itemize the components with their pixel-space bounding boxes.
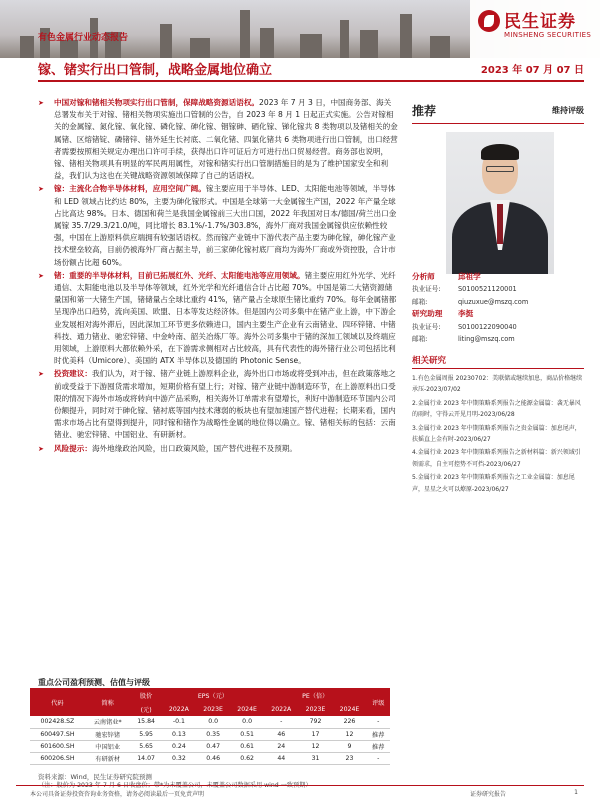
table-title: 重点公司盈利预测、估值与评级 xyxy=(38,678,150,687)
analyst-role: 分析师 xyxy=(412,272,435,281)
company-logo xyxy=(470,0,600,58)
analyst-field: 邮箱: xyxy=(412,334,428,343)
cell: 0.32 xyxy=(162,752,196,764)
paragraph-text: 我们认为，对于镓、锗产业链上游原料企业，海外出口市场或将受到冲击，但在政策落地之前或受益于下游囤货需求增加，短期价格有望上行；对镓、锗产业链中游制造环节，在上游原料出口受限的情况下海外市场或将转向中游产品采购，相关海外订单需求有望增长，利好中游制造环节国内公司份额提升，同时对于砷化镓、锗衬底等国内技术薄弱的板块也有望加速国产替代进程；长期来看，国内需求市场占比有望得到提升，同时镓和锗作为战略性金属的地位得以确立。镓、锗相关标的包括：云南锗业、驰宏锌锗、中国铝业、有研新材。 xyxy=(54,369,396,440)
th-price: 股价 xyxy=(131,688,162,702)
table-row xyxy=(30,716,390,728)
cell: 驰宏锌锗 xyxy=(85,728,131,740)
cell: 5.95 xyxy=(131,728,162,740)
cell: 17 xyxy=(299,728,333,740)
footer-divider xyxy=(16,785,584,786)
cell: 15.84 xyxy=(131,716,162,728)
th-pe-2023: 2023E xyxy=(299,702,333,716)
table-row xyxy=(30,740,390,752)
footer-disclaimer: 本公司具备证券投资咨询业务资格，请务必阅读最后一页免责声明 xyxy=(30,791,205,798)
rating-bar xyxy=(412,97,584,124)
cell: 24 xyxy=(264,740,298,752)
analyst-value: S0100521120001 xyxy=(458,285,517,294)
analyst-row xyxy=(412,271,584,283)
th-pe: PE（倍） xyxy=(264,688,366,702)
analyst-row xyxy=(412,296,584,308)
th-eps-2023: 2023E xyxy=(196,702,230,716)
report-date: 2023 年 07 月 07 日 xyxy=(480,65,584,76)
main-body xyxy=(38,97,398,456)
paragraph-text: 锗主要应用红外光学、光纤通信、太阳能电池以及半导体等领域，红外光学和光纤通信合计占比超 70%。中国是第二大锗资源储量国和第一大锗生产国，锗储量占全球比重约 41%，锗产量占全球原生锗比重约 70%。每年金属锗都呈现净出口趋势，流向美国、欧盟、日本等发达经济体。但是国内公司多集中在锗产业上游，中下游企业发展相对海外滞后，因此深加工环节更多依赖进口，国内主要生产企业有云南锗业、四环锌锗、中锗科技、通力锗业、驰宏锌锗、中金岭南、韶关冶炼厂等。海外公司多集中于锗的深加工领域以及终端应用领域，上游原料大都依赖外采，在下游需求侧相对占比较高，具有代表性的海外锗行业公司包括比利时优美科（Umicore）、美国的 ATX 半导体以及德国的 Photonic Sense。 xyxy=(54,270,397,366)
bullet-arrow-icon: ➤ xyxy=(38,370,44,379)
paragraph-heading: 投资建议： xyxy=(54,369,92,379)
analyst-row xyxy=(412,283,584,295)
cell: 推荐 xyxy=(366,740,390,752)
analyst-name: 李挺 xyxy=(458,309,474,319)
table-row xyxy=(30,728,390,740)
title-divider xyxy=(38,80,584,82)
logo-cn-text: 民生证券 xyxy=(504,12,576,32)
analyst-row xyxy=(412,321,584,333)
cell: 601600.SH xyxy=(30,740,85,752)
bullet-arrow-icon: ➤ xyxy=(38,444,44,453)
related-item[interactable]: 2.金属行业 2023 年中期策略系列报告之能源金属篇：袭无暴风的雨时，守得云开见月明-2023/06/28 xyxy=(412,399,581,419)
logo-icon xyxy=(478,10,500,32)
cell: 0.24 xyxy=(162,740,196,752)
bullet-arrow-icon: ➤ xyxy=(38,185,44,194)
analyst-photo xyxy=(446,132,554,274)
cell: 31 xyxy=(299,752,333,764)
analyst-email[interactable]: liting@mszq.com xyxy=(458,334,515,343)
th-rating: 评级 xyxy=(366,688,390,716)
cell: - xyxy=(366,752,390,764)
th-name: 简称 xyxy=(85,688,131,716)
related-item[interactable]: 1.有色金属周报 20230702：美联储或继续加息，商品价格继续承压-2023/07/02 xyxy=(412,375,583,394)
cell: 792 xyxy=(299,716,333,728)
cell: 有研新材 xyxy=(85,752,131,764)
bullet-arrow-icon: ➤ xyxy=(38,271,44,280)
related-title: 相关研究 xyxy=(412,354,584,369)
paragraph-text: 海外地缘政治风险，出口政策风险，国产替代进程不及预期。 xyxy=(91,443,297,453)
cell: 0.62 xyxy=(230,752,264,764)
paragraph-heading: 中国对镓和锗相关物项实行出口管制，保障战略资源话语权。 xyxy=(54,98,260,107)
related-list xyxy=(412,373,584,495)
th-eps-2022: 2022A xyxy=(162,702,196,716)
page-number: 1 xyxy=(574,789,578,796)
cell: 0.13 xyxy=(162,728,196,740)
report-type: 有色金属行业动态报告 xyxy=(38,33,129,43)
cell: 中国铝业 xyxy=(85,740,131,752)
cell: 12 xyxy=(299,740,333,752)
skyline-image xyxy=(0,0,470,58)
cell: 5.65 xyxy=(131,740,162,752)
th-eps-2024: 2024E xyxy=(230,702,264,716)
cell: 46 xyxy=(264,728,298,740)
cell: - xyxy=(264,716,298,728)
cell: 推荐 xyxy=(366,728,390,740)
cell: 12 xyxy=(332,728,366,740)
paragraph-gallium xyxy=(38,183,398,268)
report-title: 镓、锗实行出口管制，战略金属地位确立 xyxy=(38,63,273,78)
cell: 44 xyxy=(264,752,298,764)
analyst-value: S0100122090040 xyxy=(458,322,517,331)
related-item[interactable]: 5.金属行业 2023 年中期策略系列报告之工业金属篇：加息尾声，星星之火可以燎原-2023/06/27 xyxy=(412,474,575,493)
cell: 0.46 xyxy=(196,752,230,764)
footer-brand: 证券研究报告 xyxy=(470,791,507,798)
th-price-unit: (元) xyxy=(131,702,162,716)
sidebar xyxy=(412,97,584,493)
paragraph-heading: 风险提示： xyxy=(54,443,92,453)
analyst-row xyxy=(412,308,584,320)
header-banner xyxy=(0,0,600,58)
analyst-row xyxy=(412,333,584,345)
cell: -0.1 xyxy=(162,716,196,728)
paragraph-risk xyxy=(38,443,398,455)
bullet-arrow-icon: ➤ xyxy=(38,99,44,107)
forecast-table xyxy=(30,688,390,765)
analyst-field: 执业证号: xyxy=(412,285,441,294)
analyst-field: 邮箱: xyxy=(412,297,428,306)
cell: 14.07 xyxy=(131,752,162,764)
analyst-role: 研究助理 xyxy=(412,309,443,319)
logo-en-text: MINSHENG SECURITIES xyxy=(504,31,592,39)
th-pe-2024: 2024E xyxy=(332,702,366,716)
analyst-name: 邱祖学 xyxy=(458,272,481,281)
cell: 0.35 xyxy=(196,728,230,740)
cell: - xyxy=(366,716,390,728)
paragraph-germanium xyxy=(38,270,398,368)
th-pe-2022: 2022A xyxy=(264,702,298,716)
cell: 0.61 xyxy=(230,740,264,752)
cell: 226 xyxy=(332,716,366,728)
cell: 0.47 xyxy=(196,740,230,752)
cell: 002428.SZ xyxy=(30,716,85,728)
cell: 9 xyxy=(332,740,366,752)
th-eps: EPS（元） xyxy=(162,688,264,702)
related-research xyxy=(412,354,584,497)
cell: 0.51 xyxy=(230,728,264,740)
rating-status: 维持评级 xyxy=(552,106,584,115)
paragraph-heading: 镓：主流化合物半导体材料，应用空间广阔。 xyxy=(54,184,206,194)
cell: 600206.SH xyxy=(30,752,85,764)
paragraph-investment xyxy=(38,368,398,441)
paragraph-heading: 锗：重要的半导体材料，目前已拓展红外、光纤、太阳能电池等应用领域。 xyxy=(54,270,305,280)
th-code: 代码 xyxy=(30,688,85,716)
analyst-info xyxy=(412,271,584,345)
table-row xyxy=(30,752,390,764)
paragraph-text: 2023 年 7 月 3 日，中国商务部、海关总署发布关于对镓、锗相关物项实施出口管制的公告，自 2023 年 8 月 1 日起正式实施。公告对镓相关的金属镓、氮化镓、氧化镓、磷化镓、砷化镓、铟镓砷、硒化镓、锑化镓共 8 类物项以及锗相关的金属锗、区熔锗锭、磷锗锌、锗外延生长衬底、二氧化锗、四氯化锗共 6 类物项进行出口管制，出口经营者需要按照相关规定办理出口许可手续，获得出口许可证后方可进行出口贸易经营。商务部也说明，镓、锗相关物项具有明显的军民两用属性，对镓和锗实行出口管制措施目的是为了维护国家安全和利益，我们认为这也在关键战略资源领域保障了自己的话语权。 xyxy=(54,98,398,181)
paragraph-text: 镓主要应用于半导体、LED、太阳能电池等领域，半导体和 LED 领域占比约达 80%，主要为砷化镓形式。中国是全球第一大金属镓生产国，2022 年产量全球占比高达 98%。日本、德国和荷兰是我国金属镓前三大出口国，2022 年我国对日本/德国/荷兰出口金属镓 35.7/29.3/21.0/吨，同比增长 83.1%/-1.7%/303.8%，海外厂商对我国金属镓供应依赖性较强，中国在上游原料供应端拥有较强话语权。然而镓产业链中下游代表产品主要为砷化镓，砷化镓产业技术壁垒较高，目前仍被海外厂商占据主导，前三家砷化镓衬底厂商均为海外厂商或外资控股，合计市场份额占比超 60%。 xyxy=(54,184,397,267)
cell: 0.0 xyxy=(230,716,264,728)
analyst-field: 执业证号: xyxy=(412,322,441,331)
rating-label: 推荐 xyxy=(412,104,437,118)
cell: 600497.SH xyxy=(30,728,85,740)
related-item[interactable]: 4.金属行业 2023 年中期策略系列报告之新材料篇：新兴领域引领需求，自主可控势不可挡-2023/06/27 xyxy=(412,449,581,468)
paragraph-export-control xyxy=(38,97,398,182)
analyst-email[interactable]: qiuzuxue@mszq.com xyxy=(458,297,529,306)
table-source: 资料来源：Wind，民生证券研究院预测 xyxy=(38,773,152,781)
cell: 23 xyxy=(332,752,366,764)
cell: 云南锗业* xyxy=(85,716,131,728)
cell: 0.0 xyxy=(196,716,230,728)
related-item[interactable]: 3.金属行业 2023 年中期策略系列报告之贵金属篇：加息尾声，扶摇直上金有时-2023/06/27 xyxy=(412,424,581,444)
